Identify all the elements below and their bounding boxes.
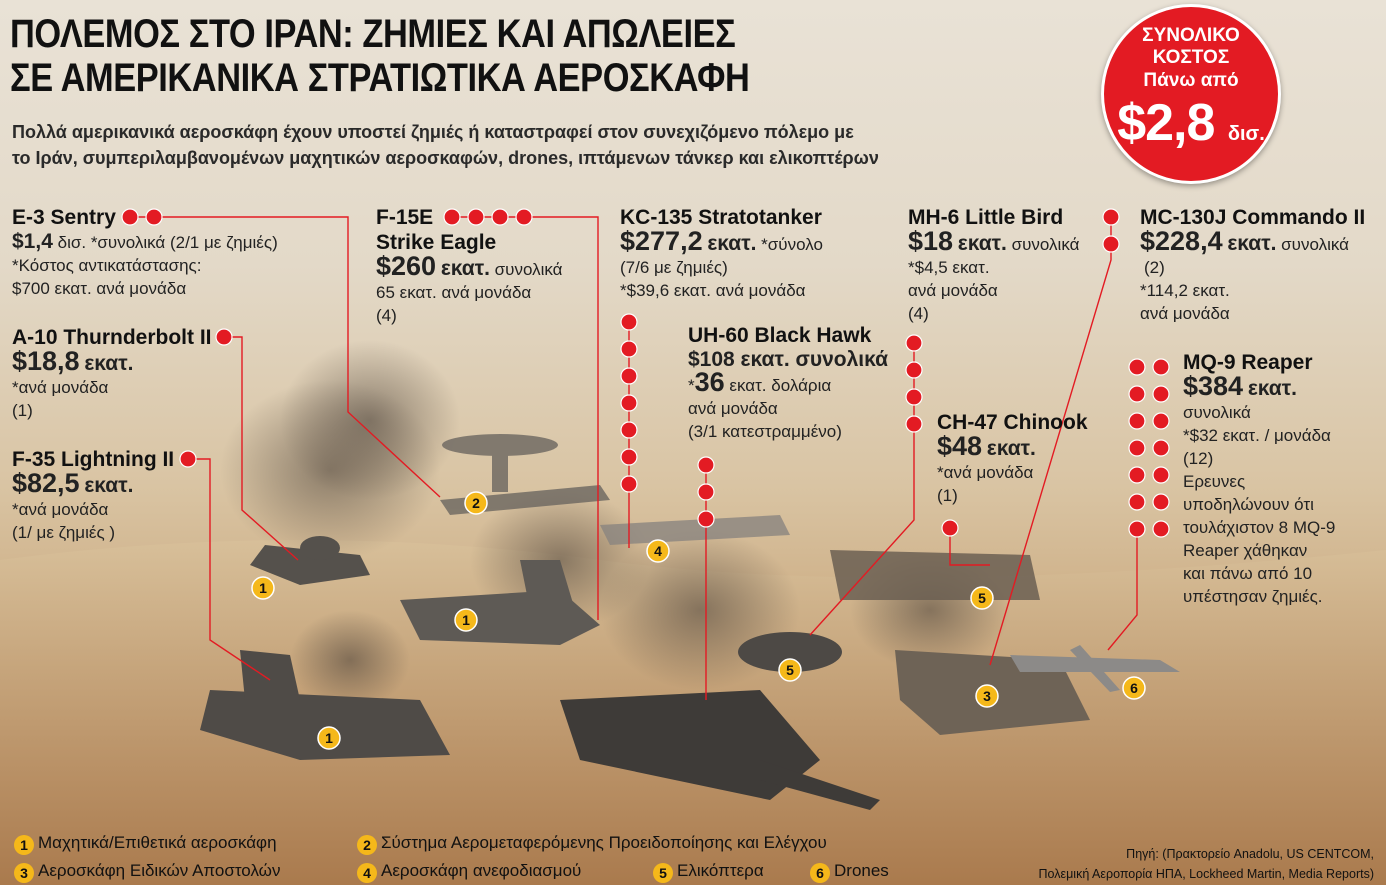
mh6-note-1: *$4,5 εκατ. xyxy=(908,258,990,277)
kc135-note-2: *$39,6 εκατ. ανά μονάδα xyxy=(620,281,806,300)
page-subtitle xyxy=(12,119,1012,171)
f15e-note-2: (4) xyxy=(376,306,397,325)
legend-item-3 xyxy=(14,860,280,883)
marker-kc135 xyxy=(647,540,669,562)
svg-text:4: 4 xyxy=(654,543,662,559)
mc130j-note-1: (2) xyxy=(1144,258,1165,277)
mq9-block xyxy=(1183,350,1381,608)
legend-item-4 xyxy=(357,860,581,883)
mc130j-cost-line xyxy=(1140,226,1380,256)
mq9-note-3: (12) xyxy=(1183,449,1214,468)
svg-text:5: 5 xyxy=(978,590,986,606)
source-line-1: Πηγή: (Πρακτορείο Anadolu, US CENTCOM, xyxy=(1126,847,1374,861)
subtitle-line-1: Πολλά αμερικανικά αεροσκάφη έχουν υποστεί ζημιές ή καταστραφεί στον συνεχιζόμενο πόλεμο με xyxy=(12,122,854,142)
mc130j-cost-suffix: συνολικά xyxy=(1281,235,1349,254)
mq9-note-7: Reaper χάθηκαν xyxy=(1183,541,1308,560)
legend-label-4: Αεροσκάφη ανεφοδιασμού xyxy=(381,861,582,880)
uh60-note-3: (3/1 κατεστραμμένο) xyxy=(688,422,842,441)
kc135-cost-unit: εκατ. xyxy=(707,232,757,255)
legend-label-5: Ελικόπτερα xyxy=(677,861,764,880)
legend-item-5 xyxy=(653,860,764,883)
f35-cost: $82,5 xyxy=(12,468,80,498)
f35-block xyxy=(12,447,212,544)
e3-note-1: *συνολικά (2/1 με ζημιές) xyxy=(90,233,278,252)
legend-item-1 xyxy=(14,832,277,855)
f15e-name-1: F-15E xyxy=(376,206,434,229)
legend-label-2: Σύστημα Αερομεταφερόμενης Προειδοποίησης και Ελέγχου xyxy=(381,833,827,852)
mq9-note-4: Ερευνες xyxy=(1183,472,1246,491)
mq9-note-6: τουλάχιστον 8 MQ-9 xyxy=(1183,518,1336,537)
f15e-cost-suffix: συνολικά xyxy=(494,260,563,279)
kc135-cost-line xyxy=(620,226,880,256)
f35-cost-line xyxy=(12,468,212,498)
mc130j-note-2: *114,2 εκατ. xyxy=(1140,281,1230,300)
a10-cost-line xyxy=(12,346,232,376)
uh60-note-2: ανά μονάδα xyxy=(688,399,778,418)
mh6-name: MH-6 Little Bird xyxy=(908,206,1064,229)
ch47-block xyxy=(937,410,1117,507)
ch47-note-2: (1) xyxy=(937,486,958,505)
uh60-note-1 xyxy=(688,367,898,397)
a10-name: A-10 Thurnderbolt II xyxy=(12,326,212,349)
marker-mh6 xyxy=(779,659,801,681)
f35-note-2: (1/ με ζημιές ) xyxy=(12,523,116,542)
legend-label-3: Αεροσκάφη Ειδικών Αποστολών xyxy=(38,861,281,880)
legend-label-1: Μαχητικά/Επιθετικά αεροσκάφη xyxy=(38,833,277,852)
mq9-cost: $384 xyxy=(1183,371,1244,401)
svg-text:2: 2 xyxy=(472,495,480,511)
source-line-2: Πολεμική Αεροπορία ΗΠΑ, Lockheed Martin, Media Reports) xyxy=(1038,867,1374,881)
mq9-note-1: συνολικά xyxy=(1183,403,1251,422)
a10-block xyxy=(12,325,232,422)
e3-cost-unit: δισ. xyxy=(57,233,87,252)
legend-item-2 xyxy=(357,832,827,855)
mq9-name: MQ-9 Reaper xyxy=(1183,351,1313,374)
mc130j-name: MC-130J Commando II xyxy=(1140,206,1366,229)
ch47-note-1: *ανά μονάδα xyxy=(937,463,1034,482)
badge-line-3: Πάνω από xyxy=(1143,70,1239,91)
marker-mq9 xyxy=(1123,677,1145,699)
a10-note-2: (1) xyxy=(12,401,33,420)
e3-cost: $1,4 xyxy=(12,230,53,253)
f35-name: F-35 Lightning II xyxy=(12,448,175,471)
title-line-1: ΠΟΛΕΜΟΣ ΣΤΟ ΙΡΑΝ: ΖΗΜΙΕΣ ΚΑΙ ΑΠΩΛΕΙΕΣ xyxy=(10,12,736,56)
title-line-2: ΣΕ ΑΜΕΡΙΚΑΝΙΚΑ ΣΤΡΑΤΙΩΤΙΚΑ ΑΕΡΟΣΚΑΦΗ xyxy=(10,56,750,100)
e3-sentry-block xyxy=(12,205,352,300)
e3-note-3: $700 εκατ. ανά μονάδα xyxy=(12,279,187,298)
f15e-cost-line xyxy=(376,251,596,281)
legend-num-5: 5 xyxy=(653,863,673,883)
mq9-cost-unit: εκατ. xyxy=(1247,377,1297,400)
mq9-note-2: *$32 εκατ. / μονάδα xyxy=(1183,426,1331,445)
e3-name: E-3 Sentry xyxy=(12,206,116,229)
svg-text:1: 1 xyxy=(325,730,333,746)
badge-amount-value: $2,8 xyxy=(1117,94,1215,152)
legend-num-1: 1 xyxy=(14,835,34,855)
f15e-block xyxy=(376,205,596,327)
badge-line-1: ΣΥΝΟΛΙΚΟ xyxy=(1142,25,1240,46)
page-title xyxy=(10,12,947,100)
marker-f15 xyxy=(455,609,477,631)
badge-amount xyxy=(1104,95,1278,162)
f15e-name-2: Strike Eagle xyxy=(376,231,497,254)
source-note xyxy=(1039,844,1374,884)
svg-text:1: 1 xyxy=(259,580,267,596)
uh60-note-1-big: 36 xyxy=(694,367,725,397)
e3-note-2: *Κόστος αντικατάστασης: xyxy=(12,256,202,275)
mh6-note-2: ανά μονάδα xyxy=(908,281,998,300)
a10-note-1: *ανά μονάδα xyxy=(12,378,109,397)
total-cost-badge xyxy=(1101,4,1281,184)
ch47-cost-unit: εκατ. xyxy=(986,437,1036,460)
mc130j-cost-unit: εκατ. xyxy=(1227,232,1277,255)
kc135-cost-suffix: *σύνολο xyxy=(761,235,823,254)
marker-f35 xyxy=(318,727,340,749)
svg-text:3: 3 xyxy=(983,688,991,704)
f35-cost-unit: εκατ. xyxy=(84,474,134,497)
svg-text:5: 5 xyxy=(786,662,794,678)
mh6-cost-line xyxy=(908,226,1108,256)
mq9-note-8: και πάνω από 10 xyxy=(1183,564,1313,583)
mh6-cost-suffix: συνολικά xyxy=(1011,235,1080,254)
legend-num-6: 6 xyxy=(810,863,830,883)
kc135-note-1: (7/6 με ζημιές) xyxy=(620,258,728,277)
svg-text:6: 6 xyxy=(1130,680,1138,696)
mh6-cost: $18 xyxy=(908,226,954,256)
legend-num-3: 3 xyxy=(14,863,34,883)
badge-line-2: ΚΟΣΤΟΣ xyxy=(1152,47,1230,68)
mc130j-block xyxy=(1140,205,1380,325)
kc135-block xyxy=(620,205,880,302)
a10-cost: $18,8 xyxy=(12,346,80,376)
ch47-cost: $48 xyxy=(937,431,983,461)
mc130j-note-3: ανά μονάδα xyxy=(1140,304,1230,323)
mq9-cost-line xyxy=(1183,371,1381,401)
uh60-block xyxy=(688,323,898,443)
legend-num-2: 2 xyxy=(357,835,377,855)
uh60-name: UH-60 Black Hawk xyxy=(688,324,872,347)
uh60-note-1-rest: εκατ. δολάρια xyxy=(724,376,832,395)
legend-label-6: Drones xyxy=(834,861,889,880)
mq9-note-9: υπέστησαν ζημιές. xyxy=(1183,587,1323,606)
svg-text:1: 1 xyxy=(462,612,470,628)
mh6-note-3: (4) xyxy=(908,304,929,323)
marker-ch47 xyxy=(971,587,993,609)
marker-e3 xyxy=(465,492,487,514)
ch47-name: CH-47 Chinook xyxy=(937,411,1088,434)
subtitle-line-2: το Ιράν, συμπεριλαμβανομένων μαχητικών αεροσκαφών, drones, ιπτάμενων τάνκερ και ελικοπτέρων xyxy=(12,148,879,168)
legend-item-6 xyxy=(810,860,889,883)
marker-mc130 xyxy=(976,685,998,707)
kc135-cost: $277,2 xyxy=(620,226,703,256)
uh60-note-1-prefix: * xyxy=(688,376,695,395)
ch47-cost-line xyxy=(937,431,1117,461)
kc135-name: KC-135 Stratotanker xyxy=(620,206,822,229)
e3-cost-line xyxy=(12,230,352,254)
mc130j-cost: $228,4 xyxy=(1140,226,1223,256)
mh6-block xyxy=(908,205,1108,325)
legend-num-4: 4 xyxy=(357,863,377,883)
f15e-note-1: 65 εκατ. ανά μονάδα xyxy=(376,283,532,302)
f15e-cost: $260 xyxy=(376,251,437,281)
f35-note-1: *ανά μονάδα xyxy=(12,500,109,519)
a10-cost-unit: εκατ. xyxy=(84,352,134,375)
f15e-cost-unit: εκατ. xyxy=(440,257,490,280)
mq9-note-5: υποδηλώνουν ότι xyxy=(1183,495,1314,514)
marker-a10 xyxy=(252,577,274,599)
badge-amount-unit: δισ. xyxy=(1227,123,1265,145)
uh60-cost-line: $108 εκατ. συνολικά xyxy=(688,348,889,371)
mh6-cost-unit: εκατ. xyxy=(957,232,1007,255)
